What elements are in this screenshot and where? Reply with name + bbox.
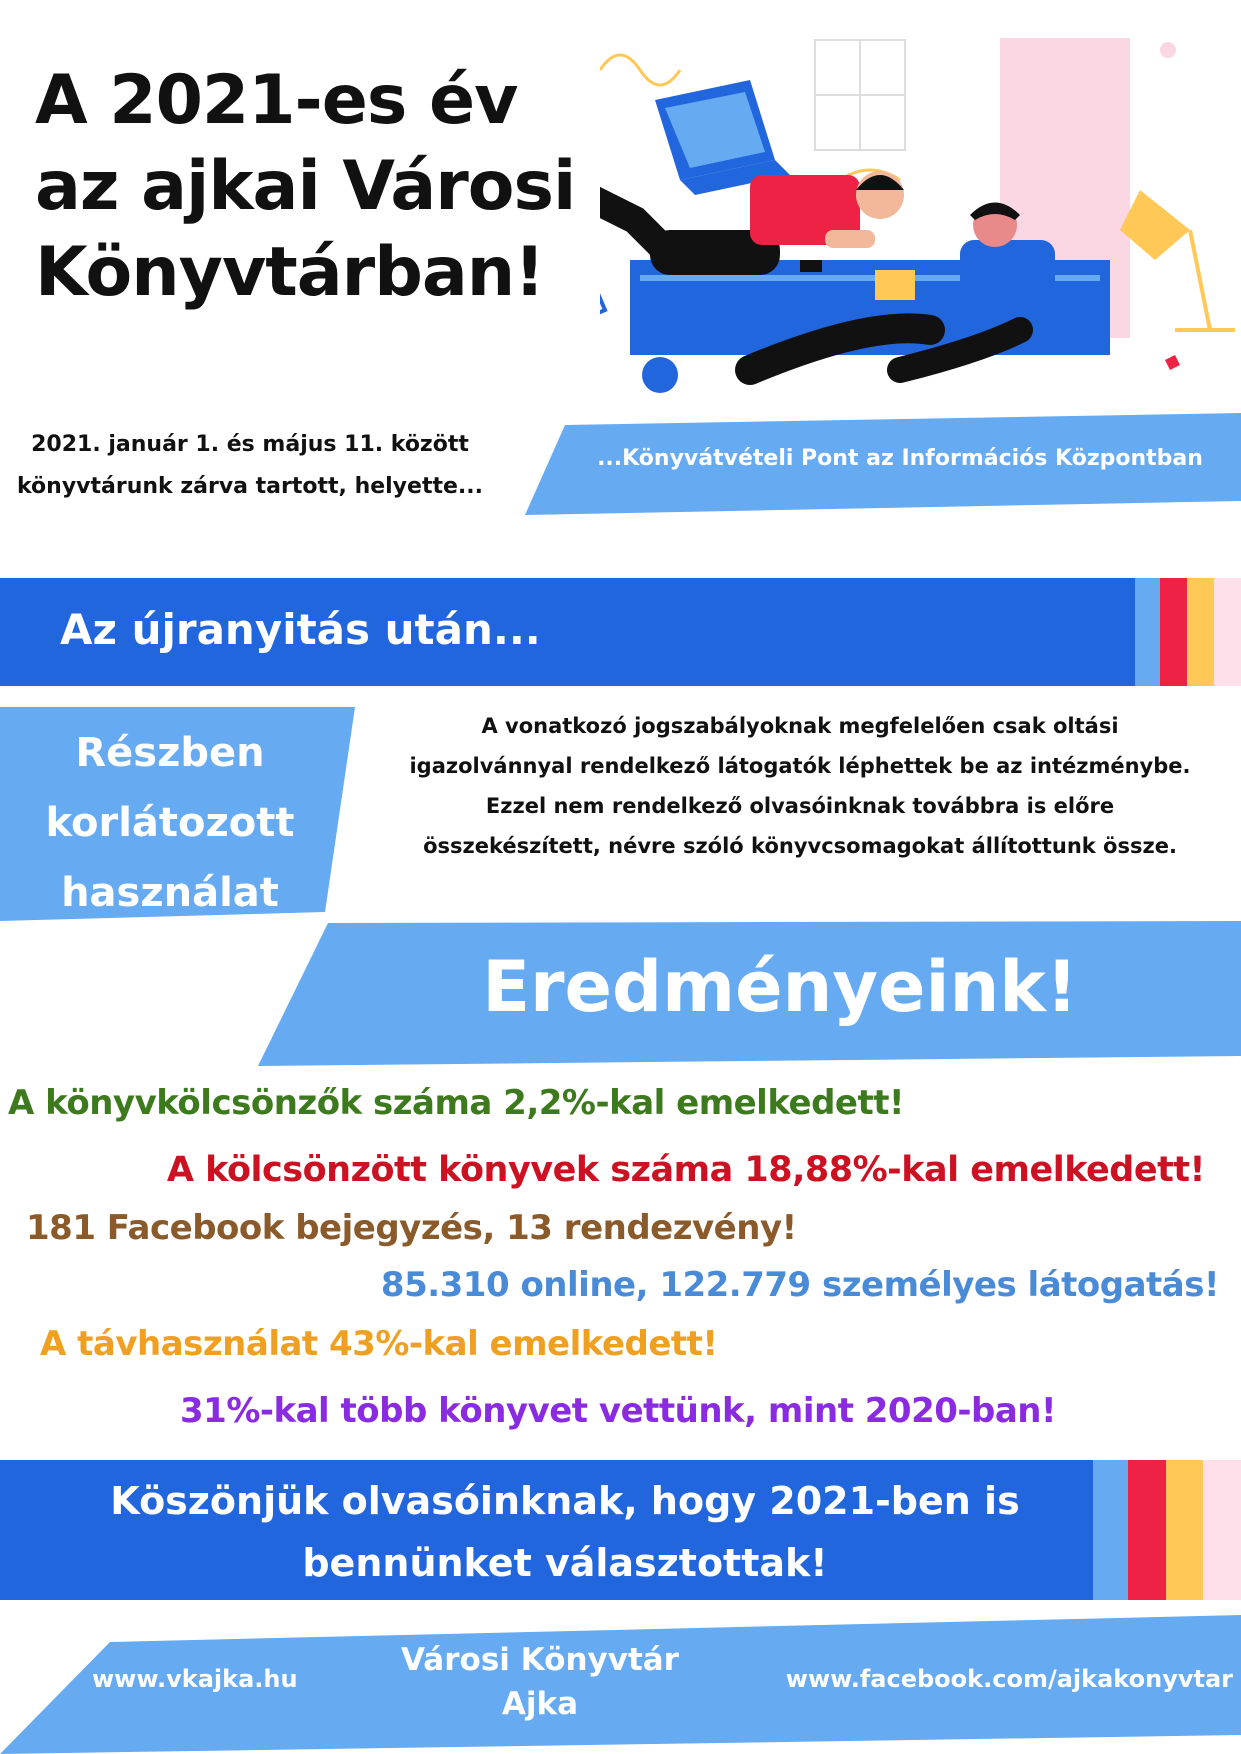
- limited-desc-line-1: A vonatkozó jogszabályoknak megfelelően csak oltási: [481, 714, 1119, 738]
- limited-desc-line-2: igazolvánnyal rendelkező látogatók léphettek be az intézménybe.: [409, 754, 1191, 778]
- stripe-light-blue: [1135, 578, 1160, 686]
- reading-people-illustration: [600, 30, 1240, 415]
- limited-desc-line-4: összekészített, névre szóló könyvcsomagokat állítottunk össze.: [423, 834, 1177, 858]
- library-name: [390, 1638, 690, 1726]
- stripe-pink: [1214, 578, 1241, 686]
- stripe-yellow: [1187, 578, 1214, 686]
- stat-borrowed-books: A kölcsönzött könyvek száma 18,88%-kal emelkedett!: [166, 1150, 1205, 1190]
- stat-visits: 85.310 online, 122.779 személyes látogatás!: [380, 1265, 1219, 1305]
- stat-books-bought: 31%-kal több könyvet vettünk, mint 2020-ban!: [180, 1391, 1057, 1431]
- stat-facebook-events: 181 Facebook bejegyzés, 13 rendezvény!: [26, 1208, 797, 1248]
- title-line-1: A 2021-es év: [35, 61, 518, 140]
- stripe-light-blue: [1093, 1460, 1128, 1600]
- stat-remote-use: A távhasználat 43%-kal emelkedett!: [40, 1324, 718, 1364]
- facebook-link[interactable]: www.facebook.com/ajkakonyvtar: [785, 1665, 1233, 1693]
- results-heading: Eredményeink!: [482, 946, 1078, 1028]
- website-link[interactable]: www.vkajka.hu: [92, 1665, 298, 1693]
- reopen-heading: Az újranyitás után...: [60, 605, 541, 654]
- stripe-pink: [1203, 1460, 1241, 1600]
- closed-line-2: könyvtárunk zárva tartott, helyette...: [17, 474, 483, 499]
- library-name-line-1: Városi Könyvtár: [401, 1642, 679, 1678]
- reopen-color-stripes: [1135, 578, 1241, 686]
- title-line-3: Könyvtárban!: [35, 233, 545, 312]
- thanks-message: [40, 1470, 1090, 1594]
- stat-borrowers: A könyvkölcsönzők száma 2,2%-kal emelkedett!: [8, 1083, 904, 1123]
- thanks-line-2: bennünket választottak!: [302, 1541, 828, 1585]
- page-title: [35, 58, 595, 316]
- limited-line-1: Részben: [75, 730, 265, 776]
- limited-desc-line-3: Ezzel nem rendelkező olvasóinknak továbbra is előre: [485, 794, 1115, 818]
- library-name-line-2: Ajka: [501, 1686, 579, 1722]
- stripe-yellow: [1166, 1460, 1203, 1600]
- title-line-2: az ajkai Városi: [35, 147, 576, 226]
- thanks-line-1: Köszönjük olvasóinknak, hogy 2021-ben is: [110, 1479, 1020, 1523]
- limited-line-3: használat: [61, 870, 279, 916]
- stripe-red: [1160, 578, 1187, 686]
- closed-line-1: 2021. január 1. és május 11. között: [31, 432, 469, 457]
- closed-period-note: [0, 424, 500, 508]
- pickup-point-text: ...Könyvátvételi Pont az Információs Központban: [597, 446, 1203, 471]
- limited-use-description: [370, 706, 1230, 866]
- thanks-color-stripes: [1093, 1460, 1241, 1600]
- limited-line-2: korlátozott: [45, 800, 295, 846]
- stripe-red: [1128, 1460, 1166, 1600]
- limited-use-title: [25, 718, 315, 928]
